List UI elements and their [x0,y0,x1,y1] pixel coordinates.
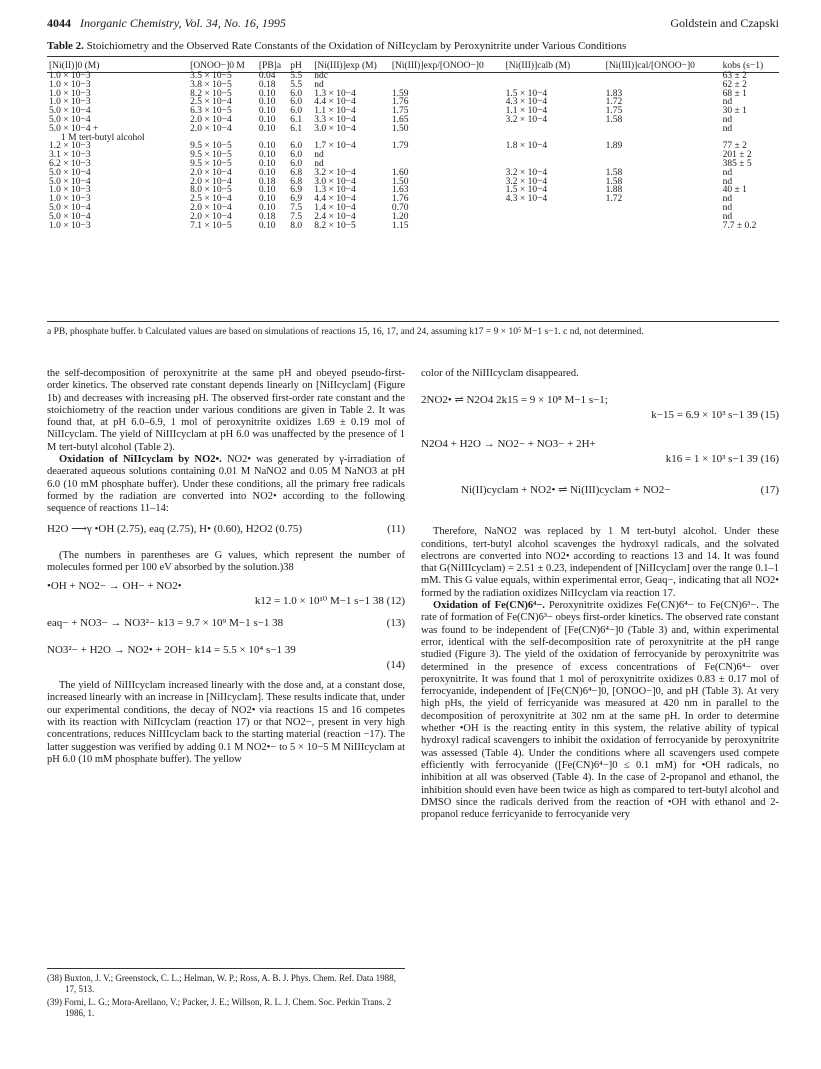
table-cell: 0.10 [258,202,276,213]
equation-text: NO3²− + H2O → NO2• + 2OH− k14 = 5.5 × 10⁴ s−1 39 [47,644,296,657]
paragraph: color of the NiIIIcyclam disappeared. [421,368,579,379]
table-row [47,222,779,231]
table-cell: 9.5 × 10−5 [190,150,232,161]
table-cell: 6.8 [290,176,303,187]
table-cell: 1.5 × 10−4 [505,185,548,196]
table-row [47,90,779,99]
table-cell: 0.10 [258,88,276,99]
table-row [47,169,779,178]
table-cell [390,72,504,81]
table-cell: 0.70 [391,202,409,213]
table-cell: 1.58 [605,176,623,187]
column-header: [Ni(III)]exp/[ONOO−]0 [391,60,484,71]
running-header [47,16,779,34]
equation-number: (11) [387,522,405,535]
table-cell: 2.4 × 10−4 [314,211,356,222]
table-footnote: a PB, phosphate buffer. b Calculated values are based on simulations of reactions 15, 16, 17, and 24, assuming k17 = 9 × 10⁵ M−1 s−1. c nd, not determined. [47,327,644,337]
table-cell: 1.76 [391,97,409,108]
table-cell: 1.8 × 10−4 [505,141,548,152]
table-cell: 7.1 × 10−5 [190,220,232,231]
column-header: [Ni(III)]exp (M) [314,60,377,71]
table-cell: 1.89 [605,141,623,152]
table-cell: 1.58 [605,167,623,178]
table-cell [504,204,604,213]
table-cell: 1.58 [605,114,623,125]
table-cell: 6.0 [290,158,303,169]
section-paragraph [47,454,405,515]
equation-16 [421,438,779,468]
table-cell [390,151,504,160]
table-cell: 7.5 [290,211,303,222]
table-body [47,72,779,230]
rate-constant: k12 = 1.0 × 10¹⁰ M−1 s−1 38 [254,595,384,608]
column-header: [Ni(III)]cal/[ONOO−]0 [605,60,695,71]
table-cell: nd [722,194,733,205]
table-row [47,116,779,125]
equation-number: (13) [386,617,405,630]
table-label: Table 2. [47,40,84,52]
table-cell: 1.63 [391,185,409,196]
table-cell: 1.65 [391,114,409,125]
table-cell: 7.5 [290,202,303,213]
table-cell: 6.1 [290,114,303,125]
table-cell: 1.76 [391,194,409,205]
equation-12 [47,580,405,610]
table-cell: 0.18 [258,79,276,90]
table-row [47,98,779,107]
left-column [47,368,405,766]
references [47,968,405,1021]
table-cell: 5.0 × 10−4 + [49,123,99,134]
table-cell: 1.2 × 10−3 [49,141,91,152]
column-header: [Ni(III)]calb (M) [505,60,571,71]
table-cell: 1.0 × 10−3 [49,97,91,108]
paragraph: Therefore, NaNO2 was replaced by 1 M tert-butyl alcohol. Under these conditions, tert-butyl alcohol scavenges the hydroxyl radicals, and the solvated electrons are converted into NO2• according to reactions 13 and 14. It was found that G(NiIIIcyclam) = 2.51 ± 0.23, independent of [NiIIcyclam] over the range 0.1–1 mM. This G value equals, within experimental error, Geaq−, indicating that all NO2• formed by the radiation oxidizes NiIIcyclam via reaction 17. [421,526,779,599]
table-cell: 5.5 [290,79,303,90]
equation-14 [47,644,405,674]
table-cell: 1.72 [605,194,623,205]
table-cell: 4.3 × 10−4 [505,97,548,108]
table-cell: 5.0 × 10−4 [49,176,91,187]
column-header: [Ni(II)]0 (M) [49,60,100,71]
table-cell: 8.0 × 10−5 [190,185,232,196]
table-cell: 0.18 [258,211,276,222]
table-cell: 0.10 [258,220,276,231]
table-cell: 6.8 [290,167,303,178]
table-cell: 0.10 [258,123,276,134]
table-cell [504,151,604,160]
paragraph-text: NO2• was generated by γ-irradiation of deaerated aqueous solutions containing 0.01 M NaNO2 and 0.05 M NaNO3 at pH 6.0 (10 mM phosphate buffer). Under these conditions, all the primary free radicals formed by the radiation are converted into NO2• according to the following sequence of reactions 11–14: [47,454,406,515]
rate-constant: k−15 = 6.9 × 10³ s−1 39 [651,409,758,422]
table-cell [604,204,721,213]
table-row [47,125,779,134]
equation-15 [421,394,779,424]
table-cell: 6.9 [290,194,303,205]
equation-number: (17) [760,484,779,497]
references-rule [47,968,405,969]
table-cell: 6.0 [290,150,303,161]
table-cell [504,213,604,222]
section-paragraph [421,600,779,821]
table-cell: 3.2 × 10−4 [505,176,548,187]
table-cell: 1.0 × 10−3 [49,185,91,196]
table-cell: 1.72 [605,97,623,108]
table-row [47,72,779,81]
page-number: 4044 [47,16,71,30]
table-cell [604,125,721,134]
table-title: Stoichiometry and the Observed Rate Constants of the Oxidation of NiIIcyclam by Peroxynitrite under Various Conditions [86,40,627,52]
table-cell: 68 ± 1 [722,88,747,99]
equation-text: •OH + NO2− → OH− + NO2• [47,580,182,593]
table-cell: 1.88 [605,185,623,196]
table-row [47,107,779,116]
table-cell: 1 M tert-butyl alcohol [61,132,145,143]
table-cell: 1.60 [391,167,409,178]
table-cell: 5.0 × 10−4 [49,211,91,222]
table-cell: 0.10 [258,185,276,196]
table-cell: 1.59 [391,88,409,99]
table-row [47,142,779,151]
table-cell: 6.9 [290,185,303,196]
table-cell: 1.1 × 10−4 [314,106,356,117]
table-cell: nd [722,202,733,213]
table-cell: 5.5 [290,71,303,81]
table-header-row [47,59,779,72]
table-cell: 2.0 × 10−4 [190,167,232,178]
equation-number: (16) [760,453,779,466]
table-row [47,160,779,169]
table-cell: 2.0 × 10−4 [190,211,232,222]
table-cell: 385 ± 5 [722,158,752,169]
table-cell: 1.3 × 10−4 [314,185,356,196]
table-cell: nd [722,97,733,108]
table-cell: 0.10 [258,194,276,205]
table-cell: 1.0 × 10−3 [49,79,91,90]
table-caption [47,40,779,53]
table-cell: 2.5 × 10−4 [190,97,232,108]
table-cell: 5.0 × 10−4 [49,114,91,125]
table-cell: 1.50 [391,123,409,134]
table-cell: 4.4 × 10−4 [314,194,356,205]
table-cell: 201 ± 2 [722,150,752,161]
table-cell: 30 ± 1 [722,106,747,117]
table-cell: 0.10 [258,106,276,117]
table-row [47,81,779,90]
column-header: pH [290,60,302,71]
equation-17 [421,484,779,504]
equation-number: (15) [760,409,779,422]
table-cell: 6.0 [290,97,303,108]
table-cell: 40 ± 1 [722,185,747,196]
table-cell: 62 ± 2 [722,79,747,90]
table-cell: 1.1 × 10−4 [505,106,548,117]
table-cell: 0.10 [258,158,276,169]
table-cell [604,72,721,81]
table-cell: 0.10 [258,114,276,125]
table-cell: 7.7 ± 0.2 [722,220,757,231]
table-cell: 8.2 × 10−5 [314,220,356,231]
table-cell: nd [722,211,733,222]
table-cell: 6.0 [290,106,303,117]
section-heading: Oxidation of Fe(CN)6⁴−. [433,600,545,612]
table-cell: 6.0 [290,88,303,99]
table-cell: 5.0 × 10−4 [49,106,91,117]
authors: Goldstein and Czapski [670,16,779,30]
right-column [421,368,779,821]
column-header: [ONOO−]0 M [190,60,245,71]
equation-text: Ni(II)cyclam + NO2• ⇌ Ni(III)cyclam + NO2− [461,484,671,497]
table-row [47,195,779,204]
table-cell: 1.7 × 10−4 [314,141,356,152]
table-cell: 1.75 [605,106,623,117]
table-cell: 4.4 × 10−4 [314,97,356,108]
table-cell: 6.0 [290,141,303,152]
table-cell: 0.10 [258,167,276,178]
paragraph: (The numbers in parentheses are G values, which represent the number of molecules formed per 100 eV absorbed by the solution.)38 [47,549,405,573]
table-cell [504,125,604,134]
table-cell: 3.2 × 10−4 [505,167,548,178]
table-cell: 3.8 × 10−5 [190,79,232,90]
equation-number: (12) [386,595,405,608]
table-cell: nd [722,167,733,178]
section-heading: Oxidation of NiIIcyclam by NO2•. [59,454,222,466]
table-cell: 1.79 [391,141,409,152]
table-cell: 0.10 [258,141,276,152]
table-cell: 3.0 × 10−4 [314,123,356,134]
table-cell: 1.4 × 10−4 [314,202,356,213]
equation-11 [47,523,405,543]
table-cell: 0.18 [258,176,276,187]
table-cell: 1.20 [391,211,409,222]
table-row [47,204,779,213]
equation-rate [666,453,779,465]
table-cell: nd [722,114,733,125]
table-cell: nd [314,158,324,169]
paragraph: The yield of NiIIIcyclam increased linearly with the dose and, at a constant dose, increased linearly with an increase in [NiIIcyclam]. These results indicate that, under our experimental conditions, the decay of NO2• via reactions 15 and 16 competes with its reaction with NiIIcyclam (reaction 17) or that NO2−, present in very high concentrations, reduces NiIIIcyclam back to the starting material (reaction −17). The latter suggestion was verified by adding 0.1 M NO2•− to 5 × 10−5 M NiIIIcyclam at pH 6.0 (10 mM phosphate buffer). The yellow [47,680,405,765]
table-cell: 77 ± 2 [722,141,747,152]
table-cell [604,213,721,222]
rate-constant: k16 = 1 × 10³ s−1 39 [665,453,758,466]
table-cell: 6.3 × 10−5 [190,106,232,117]
table-bottom-rule [47,321,779,322]
table-cell: 2.0 × 10−4 [190,123,232,134]
table-cell: 1.3 × 10−4 [314,88,356,99]
data-table [47,59,779,230]
equation-text: 2NO2• ⇌ N2O4 2k15 = 9 × 10⁸ M−1 s−1; [421,394,608,407]
equation-text: N2O4 + H2O → NO2− + NO3− + 2H+ [421,438,596,451]
table-cell: 8.0 [290,220,303,231]
table-cell: 3.0 × 10−4 [314,176,356,187]
table-cell: 8.2 × 10−5 [190,88,232,99]
table-cell: ndc [314,71,328,81]
table-row [47,151,779,160]
table-cell [604,222,721,231]
table-row [47,134,779,143]
table-cell: 1.75 [391,106,409,117]
table-cell: 1.0 × 10−3 [49,71,91,81]
table-cell: 2.0 × 10−4 [190,176,232,187]
table-cell: 3.1 × 10−3 [49,150,91,161]
table-cell: 3.2 × 10−4 [505,114,548,125]
table-cell: 1.83 [605,88,623,99]
table-cell: 0.04 [258,71,276,81]
table-cell: 1.0 × 10−3 [49,220,91,231]
table-cell: 6.1 [290,123,303,134]
table-cell: 2.0 × 10−4 [190,202,232,213]
table-cell: 0.10 [258,150,276,161]
table-cell: 9.5 × 10−5 [190,141,232,152]
table-cell: 2.0 × 10−4 [190,114,232,125]
table-cell: nd [722,123,733,134]
table-cell: 1.5 × 10−4 [505,88,548,99]
table-cell: 0.10 [258,97,276,108]
table-row [47,186,779,195]
table-cell: nd [314,79,324,90]
equation-13 [47,617,405,637]
table-cell: 1.0 × 10−3 [49,88,91,99]
table-top-rule [47,56,779,57]
table-cell: 2.5 × 10−4 [190,194,232,205]
table-cell: nd [314,150,324,161]
table-cell [504,72,604,81]
paragraph-text: Peroxynitrite oxidizes Fe(CN)6⁴− to Fe(CN)6³−. The rate of formation of Fe(CN)6³− obeys first-order kinetics. The observed rate constant was found to be independent of [Fe(CN)6⁴−]0 (Table 3) and, within experimental error, identical with the self-decomposition rate of peroxynitrite at the pH range studied (Figure 3). The yield of the oxidation of ferrocyanide by peroxynitrite was determined in the presence of excess concentrations of Fe(CN)6⁴− over peroxynitrite. It was found that 1 mol of peroxynitrite oxidizes 0.83 ± 0.17 mol of ferrocyanide, independent of [Fe(CN)6⁴−]0, [ONOO−]0, and pH (Table 3). At very high pHs, the yield of ferricyanide was measured at 420 nm in parallel to the decomposition of peroxynitrite at 302 nm at the same pH. In order to determine whether •OH is the reacting entity in this system, the relative ability of typical hydroxyl radical scavengers to inhibit the oxidation of ferrocyanide by peroxynitrite was assessed (Table 4). Under the conditions where all scavengers used compete efficiently with ferrocyanide ([Fe(CN)6⁴−]0 ≤ 0.1 mM) for •OH radicals, no inhibition at all was observed (Table 4). In the case of 2-propanol and ethanol, the inhibition should even have been twice as high as compared to tert-butyl alcohol and DMSO since the radicals derived from the reaction of •OH with ethanol and 2-propanol reduce ferricyanide to ferrocyanide very [421,600,779,821]
column-header: [PB]a [258,60,282,71]
equation-text: eaq− + NO3− → NO3²− k13 = 9.7 × 10⁹ M−1 s−1 38 [47,617,284,630]
table-cell: 4.3 × 10−4 [505,194,548,205]
table-cell [504,222,604,231]
table-cell: nd [722,176,733,187]
table-cell: 1.15 [391,220,409,231]
equation-rate [255,595,405,607]
table-row [47,178,779,187]
table-cell: 6.2 × 10−3 [49,158,91,169]
table-row [47,213,779,222]
table-cell: 3.3 × 10−4 [314,114,356,125]
journal-citation: Inorganic Chemistry, Vol. 34, No. 16, 1995 [80,16,286,30]
table-cell: 9.5 × 10−5 [190,158,232,169]
table-cell [604,151,721,160]
table-cell: 3.5 × 10−5 [190,71,232,81]
equation-number: (14) [386,659,405,672]
table-cell: 1.50 [391,176,409,187]
table-cell: 1.0 × 10−3 [49,194,91,205]
equation-rate [651,409,779,421]
paragraph: the self-decomposition of peroxynitrite at the same pH and obeyed pseudo-first-order kinetics. The observed rate constant depends linearly on [NiIIcyclam] (Figure 1b) and decreases with increasing pH. The observed first-order rate constant and the stoichiometry of the reaction under various conditions are given in Table 2. It was found that, at pH 6.0–6.9, 1 mol of peroxynitrite oxidizes 1.69 ± 0.19 mol of NiIIcyclam. The yield of NiIIIcyclam at pH 6.0 was unaffected by the presence of 1 M tert-butyl alcohol (Table 2). [47,368,405,453]
table-cell: 3.2 × 10−4 [314,167,356,178]
table-cell: 63 ± 2 [722,71,747,81]
column-header: kobs (s−1) [722,60,764,71]
equation-text: H2O ⟶γ •OH (2.75), eaq (2.75), H• (0.60), H2O2 (0.75) [47,522,303,535]
reference-item: (38) Buxton, J. V.; Greenstock, C. L.; Helman, W. P.; Ross, A. B. J. Phys. Chem. Ref. Data 1988, 17, 513. [47,973,396,994]
table-cell: 5.0 × 10−4 [49,202,91,213]
table-cell: 5.0 × 10−4 [49,167,91,178]
reference-item: (39) Forni, L. G.; Mora-Arellano, V.; Packer, J. E.; Willson, R. L. J. Chem. Soc. Perkin Trans. 2 1986, 1. [47,997,392,1018]
